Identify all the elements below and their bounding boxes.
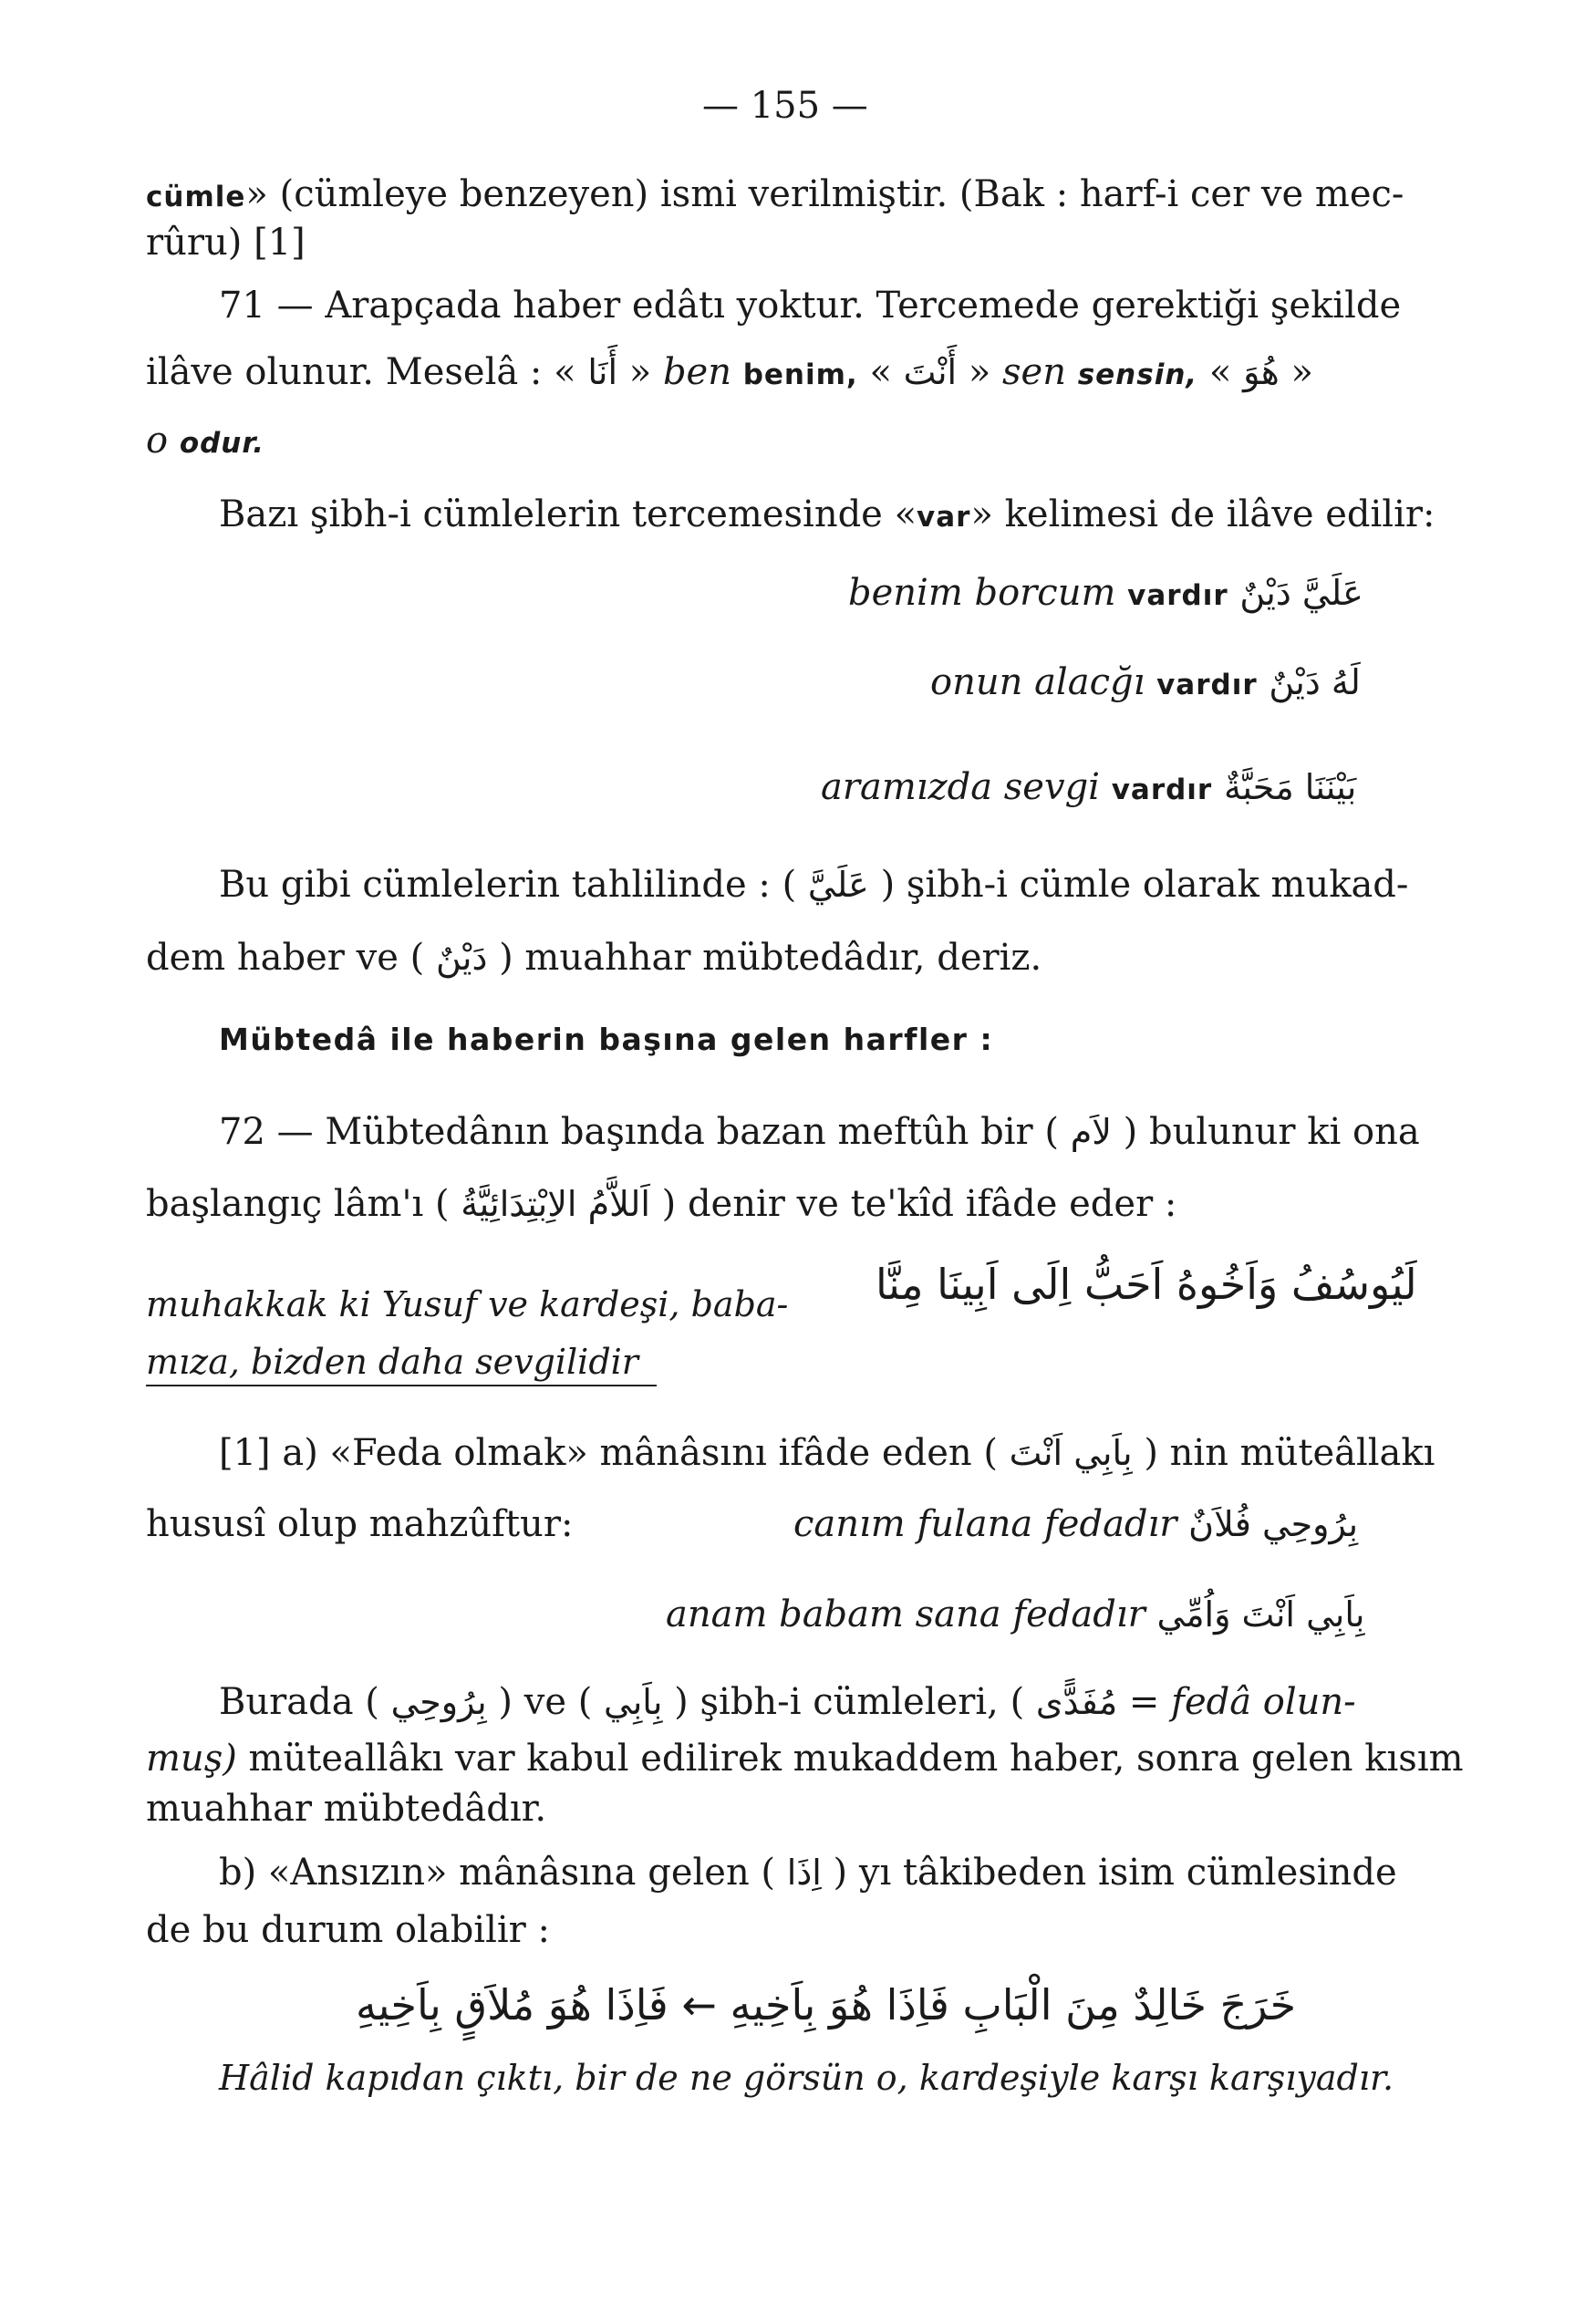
text-span: ) bulunur ki ona xyxy=(1123,1111,1420,1153)
text-span: « xyxy=(1208,351,1232,393)
arabic-text: بِاَبِي xyxy=(604,1682,663,1722)
arabic-text: بِرُوحِي فُلاَنٌ xyxy=(1188,1504,1359,1544)
italic-text: mıza, bizden daha sevgilidir xyxy=(146,1342,638,1382)
text-span: ) yı tâkibeden isim cümlesinde xyxy=(833,1852,1397,1894)
tahlil-line-1 xyxy=(219,859,1408,910)
text-span: ilâve olunur. Meselâ : « xyxy=(146,351,576,393)
paragraph-b-line-2: de bu durum olabilir : xyxy=(146,1909,550,1951)
text-line: rûru) [1] xyxy=(146,222,306,264)
bold-term: benim, xyxy=(742,358,858,391)
footnote-example-line xyxy=(666,1589,1364,1640)
text-span: dem haber ve ( xyxy=(146,937,425,979)
burada-line-2 xyxy=(146,1733,1464,1784)
arabic-text: دَيْنٌ xyxy=(435,938,488,978)
italic-text: sen xyxy=(1002,351,1066,393)
text-span: = xyxy=(1128,1681,1160,1723)
footnote-divider xyxy=(146,1385,657,1386)
bold-term: var xyxy=(917,501,971,534)
text-span: » xyxy=(1290,351,1313,393)
arabic-text: اَللاَّمُ الاِبْتِدَائِيَّةُ xyxy=(461,1184,650,1224)
arabic-text: بِرُوحِي xyxy=(390,1682,487,1722)
khalid-translation xyxy=(219,2052,1394,2103)
burada-line-3: muahhar mübtedâdır. xyxy=(146,1788,547,1830)
paragraph-72-line-2 xyxy=(146,1178,1176,1230)
page-number: — 155 — xyxy=(702,85,868,127)
text-span: ) denir ve te'kîd ifâde eder : xyxy=(661,1183,1177,1225)
arabic-text: لَهُ دَيْنٌ xyxy=(1269,662,1361,702)
paragraph-71-line-2 xyxy=(146,347,1313,400)
arabic-text: اِذَا xyxy=(786,1853,822,1893)
tahlil-line-2 xyxy=(146,932,1042,983)
arabic-text: بِاَبِي اَنْتَ xyxy=(1009,1433,1133,1473)
section-heading: Mübtedâ ile haberin başına gelen harfler : xyxy=(219,1022,994,1057)
text-span: b) «Ansızın» mânâsına gelen ( xyxy=(219,1852,776,1894)
text-line xyxy=(146,169,1404,223)
paragraph-71-line-3 xyxy=(146,415,264,469)
paragraph-71-line-1: 71 — Arapçada haber edâtı yoktur. Tercemede gerektiği şekilde xyxy=(219,285,1402,327)
arabic-text: بِاَبِي اَنْتَ وَاُمِّي xyxy=(1156,1594,1365,1635)
italic-text: canım fulana fedadır xyxy=(793,1503,1177,1545)
text-span: 72 — Mübtedânın başında bazan meftûh bir ( xyxy=(219,1111,1059,1153)
arabic-text: عَلَيَّ xyxy=(807,865,869,905)
example-line xyxy=(821,762,1356,815)
italic-text: o xyxy=(146,420,169,462)
arabic-text: لاَم xyxy=(1070,1112,1112,1152)
italic-text: benim borcum xyxy=(848,572,1116,614)
footnote-line-1 xyxy=(219,1427,1435,1479)
arabic-text: هُوَ xyxy=(1243,352,1280,392)
arabic-text: لَيُوسُفُ وَاَخُوهُ اَحَبُّ اِلَى اَبِينَا مِنَّا xyxy=(876,1260,1417,1309)
italic-text: fedâ olun- xyxy=(1171,1681,1356,1723)
text-span: » (cümleye benzeyen) ismi verilmiştir. (Bak : harf-i cer ve mec- xyxy=(245,173,1404,215)
paragraph-72-line-1 xyxy=(219,1106,1420,1158)
var-intro-line xyxy=(219,489,1435,543)
italic-text: anam babam sana fedadır xyxy=(666,1594,1145,1635)
text-span: müteallâkı var kabul edilirek mukaddem haber, sonra gelen kısım xyxy=(248,1738,1464,1780)
burada-line-1 xyxy=(219,1677,1356,1728)
footnote-line-2: hususî olup mahzûftur: xyxy=(146,1503,574,1545)
bold-term: vardır xyxy=(1111,773,1213,806)
yusuf-arabic xyxy=(876,1259,1417,1313)
text-span: » kelimesi de ilâve edilir: xyxy=(970,493,1435,535)
arabic-text: مُفَدًّى xyxy=(1035,1682,1118,1722)
arabic-text: أَنَا xyxy=(587,352,618,392)
text-span: Burada ( xyxy=(219,1681,379,1723)
arabic-text: خَرَجَ خَالِدٌ مِنَ الْبَابِ فَاِذَا هُوَ بِاَخِيهِ ← فَاِذَا هُوَ مُلاَقٍ بِاَخِيهِ xyxy=(356,1980,1297,2030)
italic-text: ben xyxy=(662,351,731,393)
arabic-text: بَيْنَنَا مَحَبَّةٌ xyxy=(1223,767,1357,807)
text-span: Bu gibi cümlelerin tahlilinde : ( xyxy=(219,864,797,906)
bold-term: vardır xyxy=(1127,579,1228,612)
italic-text: muhakkak ki Yusuf ve kardeşi, baba- xyxy=(146,1284,789,1324)
bold-term: vardır xyxy=(1156,669,1258,701)
text-span: [1] a) «Feda olmak» mânâsını ifâde eden ( xyxy=(219,1432,998,1474)
example-line xyxy=(848,567,1363,621)
text-span: ) ve ( xyxy=(498,1681,593,1723)
example-line xyxy=(930,657,1361,711)
italic-text: aramızda sevgi xyxy=(821,766,1100,808)
khalid-arabic xyxy=(356,1979,1296,2033)
italic-text: onun alacğı xyxy=(930,661,1145,703)
bold-term: sensin, xyxy=(1077,358,1198,391)
text-span: ) nin müteâllakı xyxy=(1144,1432,1435,1474)
text-span: başlangıç lâm'ı ( xyxy=(146,1183,450,1225)
arabic-text: عَلَيَّ دَيْنٌ xyxy=(1239,573,1363,613)
arabic-text: أَنْتَ xyxy=(903,352,958,392)
text-span: ) muahhar mübtedâdır, deriz. xyxy=(499,937,1042,979)
text-span: ) şibh-i cümle olarak mukad- xyxy=(880,864,1409,906)
text-span: « xyxy=(869,351,892,393)
text-span: ) şibh-i cümleleri, ( xyxy=(674,1681,1025,1723)
footnote-example-line xyxy=(793,1499,1358,1550)
bold-term: cümle xyxy=(146,181,246,213)
italic-text: Hâlid kapıdan çıktı, bir de ne görsün o, kardeşiyle karşı karşıyadır. xyxy=(219,2058,1394,2098)
yusuf-translation-line-1 xyxy=(146,1279,788,1330)
paragraph-b-line-1 xyxy=(219,1847,1397,1898)
italic-text: muş) xyxy=(146,1738,237,1780)
yusuf-translation-line-2 xyxy=(146,1336,638,1387)
text-span: » xyxy=(968,351,991,393)
bold-term: odur. xyxy=(179,427,265,460)
text-span: Bazı şibh-i cümlelerin tercemesinde « xyxy=(219,493,917,535)
text-span: » xyxy=(628,351,652,393)
